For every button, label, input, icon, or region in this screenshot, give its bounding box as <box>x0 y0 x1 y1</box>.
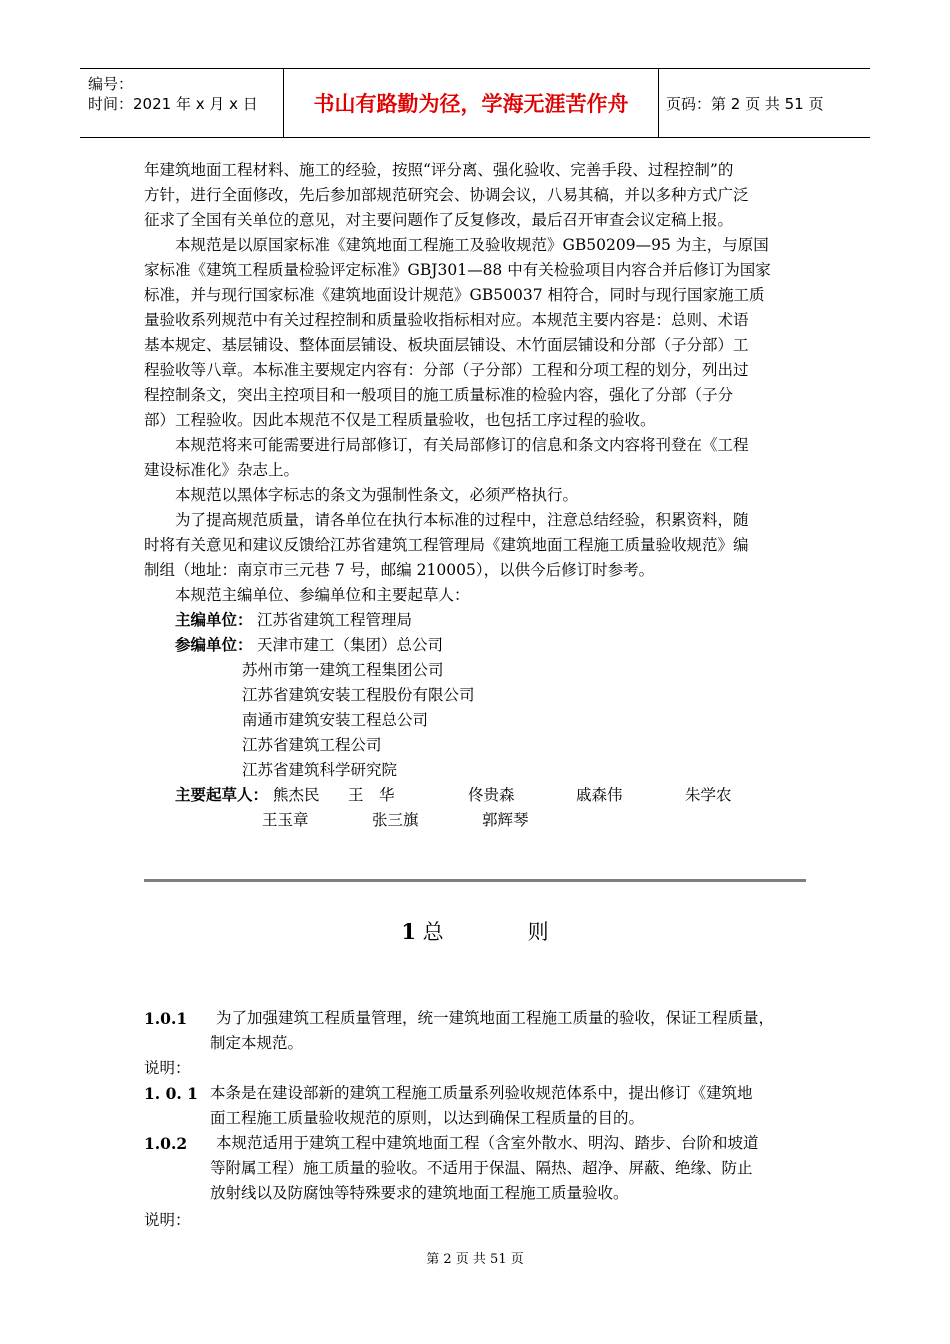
participant-unit: 天津市建工（集团）总公司 <box>257 636 444 654</box>
participant-unit: 江苏省建筑工程公司 <box>242 736 382 754</box>
clause-text: 放射线以及防腐蚀等特殊要求的建筑地面工程施工质量验收。 <box>210 1184 629 1202</box>
header-motto: 书山有路勤为径，学海无涯苦作舟 <box>284 69 659 137</box>
drafter-name: 王玉章 <box>262 811 309 829</box>
body-text-line: 年建筑地面工程材料、施工的经验，按照“评分离、强化验收、完善手段、过程控制”的 <box>144 161 734 179</box>
drafter-name: 熊杰民 <box>273 786 320 804</box>
clause-number: 1.0.2 <box>144 1134 188 1153</box>
clause-text: 等附属工程）施工质量的验收。不适用于保温、隔热、超净、屏蔽、绝缘、防止 <box>210 1159 753 1177</box>
body-text-line: 本规范以黑体字标志的条文为强制性条文，必须严格执行。 <box>144 486 579 504</box>
clause-text: 本规范适用于建筑工程中建筑地面工程（含室外散水、明沟、踏步、台阶和坡道 <box>216 1134 759 1152</box>
chief-unit-value: 江苏省建筑工程管理局 <box>257 611 413 629</box>
body-text-line: 方针，进行全面修改，先后参加部规范研究会、协调会议，八易其稿，并以多种方式广泛 <box>144 186 749 204</box>
header-page-info: 页码：第 2 页 共 51 页 <box>666 94 824 113</box>
number-label: 编号： <box>88 75 134 93</box>
clause-number: 1.0.1 <box>144 1009 188 1028</box>
drafter-name: 佟贵森 <box>468 786 515 804</box>
body-text-line: 征求了全国有关单位的意见，对主要问题作了反复修改，最后召开审查会议定稿上报。 <box>144 211 734 229</box>
body-text-line: 基本规定、基层铺设、整体面层铺设、板块面层铺设、木竹面层铺设和分部（子分部）工 <box>144 336 749 354</box>
body-text-line: 程验收等八章。本标准主要规定内容有：分部（子分部）工程和分项工程的划分，列出过 <box>144 361 749 379</box>
chief-unit-label: 主编单位： <box>175 610 253 629</box>
drafter-name: 朱学农 <box>685 786 732 804</box>
body-text-line: 为了提高规范质量，请各单位在执行本标准的过程中，注意总结经验，积累资料，随 <box>144 511 749 529</box>
drafter-name: 戚森伟 <box>576 786 623 804</box>
body-text-line: 家标准《建筑工程质量检验评定标准》GBJ301—88 中有关检验项目内容合并后修订为国家 <box>144 261 771 279</box>
note-text: 面工程施工质量验收规范的原则，以达到确保工程质量的目的。 <box>210 1109 645 1127</box>
body-text-line: 量验收系列规范中有关过程控制和质量验收指标相对应。本规范主要内容是：总则、术语 <box>144 311 749 329</box>
drafter-name: 张三旗 <box>372 811 419 829</box>
note-label: 说明： <box>144 1059 191 1077</box>
header-meta <box>80 69 284 137</box>
drafter-name: 王 华 <box>348 786 395 804</box>
body-text-line: 本规范将来可能需要进行局部修订，有关局部修订的信息和条文内容将刊登在《工程 <box>144 436 749 454</box>
participant-unit: 苏州市第一建筑工程集团公司 <box>242 661 444 679</box>
chapter-title: 总 则 <box>422 920 549 944</box>
date-label: 时间：2021 年 x 月 x 日 <box>88 95 258 113</box>
drafter-name: 郭辉琴 <box>482 811 529 829</box>
page-footer: 第 2 页 共 51 页 <box>426 1252 524 1267</box>
note-text: 本条是在建设部新的建筑工程施工质量系列验收规范体系中，提出修订《建筑地 <box>210 1084 753 1102</box>
body-text-line: 标准，并与现行国家标准《建筑地面设计规范》GB50037 相符合，同时与现行国家施工质 <box>144 286 765 304</box>
section-divider <box>144 879 806 882</box>
body-text-line: 部）工程验收。因此本规范不仅是工程质量验收，也包括工序过程的验收。 <box>144 411 656 429</box>
participant-unit: 南通市建筑安装工程总公司 <box>242 711 429 729</box>
body-text-line: 时将有关意见和建议反馈给江苏省建筑工程管理局《建筑地面工程施工质量验收规范》编 <box>144 536 749 554</box>
note-label: 说明： <box>144 1211 191 1229</box>
chapter-heading <box>0 916 950 946</box>
body-text-line: 建设标准化》杂志上。 <box>144 461 300 479</box>
body-text-line: 制组（地址：南京市三元巷 7 号，邮编 210005），以供今后修订时参考。 <box>144 561 655 579</box>
participant-unit: 江苏省建筑科学研究院 <box>242 761 398 779</box>
drafters-label: 主要起草人： <box>175 785 269 804</box>
note-number: 1. 0. 1 <box>144 1084 198 1103</box>
clause-text: 制定本规范。 <box>210 1034 304 1052</box>
chapter-number: 1 <box>401 919 416 944</box>
participants-label: 参编单位： <box>175 635 253 654</box>
body-text-line: 本规范是以原国家标准《建筑地面工程施工及验收规范》GB50209—95 为主，与原国 <box>144 236 769 254</box>
body-text-line: 程控制条文，突出主控项目和一般项目的施工质量标准的检验内容，强化了分部（子分 <box>144 386 734 404</box>
participant-unit: 江苏省建筑安装工程股份有限公司 <box>242 686 475 704</box>
clause-text: 为了加强建筑工程质量管理，统一建筑地面工程施工质量的验收，保证工程质量， <box>216 1009 775 1027</box>
body-text-line: 本规范主编单位、参编单位和主要起草人： <box>144 586 470 604</box>
page-header <box>80 68 870 138</box>
